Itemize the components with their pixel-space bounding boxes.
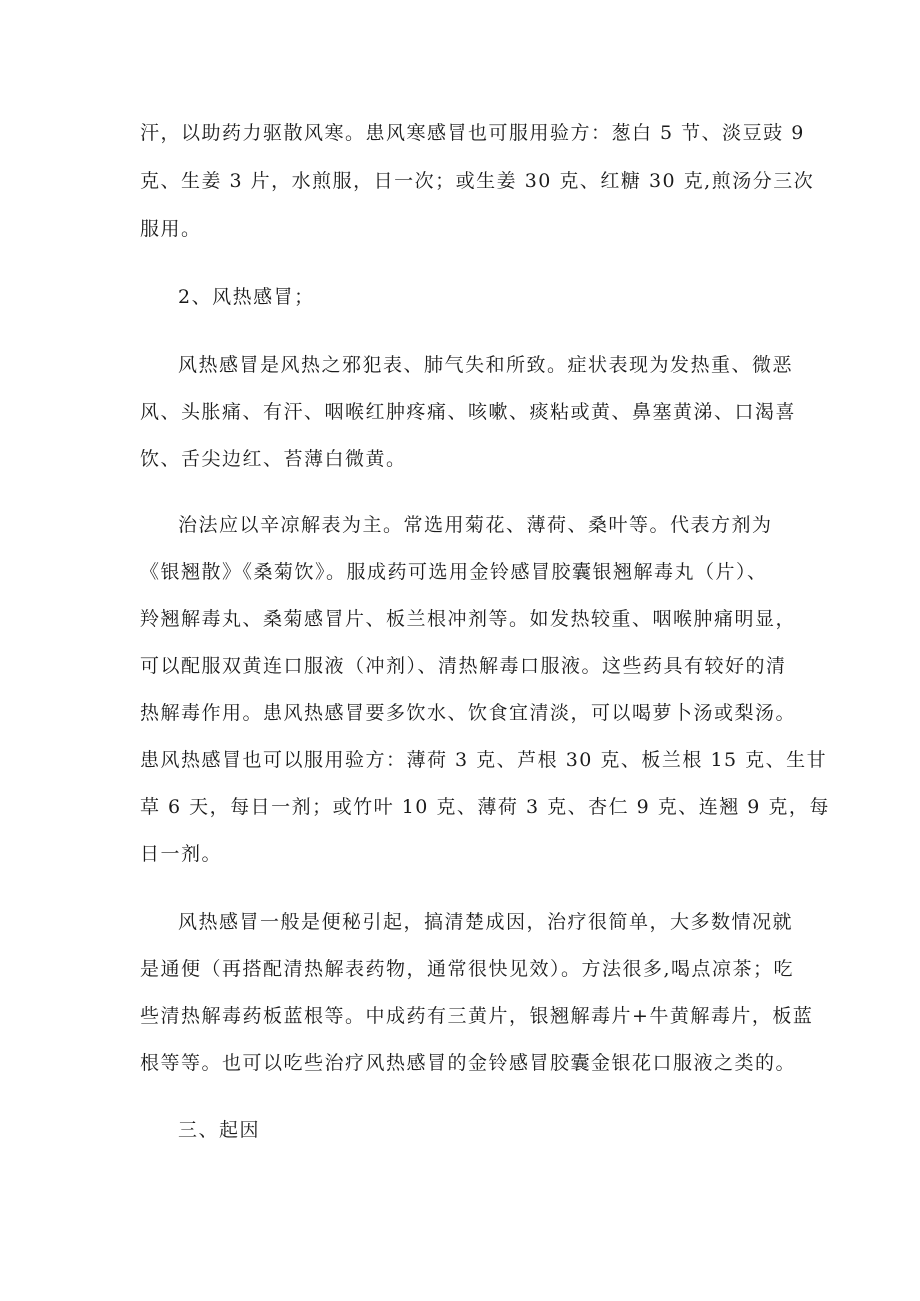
paragraph-line: 饮、舌尖边红、苔薄白微黄。 [140, 448, 407, 470]
paragraph-line: 是通便（再搭配清热解表药物，通常很快见效）。方法很多,喝点凉茶；吃 [140, 958, 795, 980]
paragraph-line: 根等等。也可以吃些治疗风热感冒的金铃感冒胶囊金银花口服液之类的。 [140, 1052, 797, 1074]
section-heading: 三、起因 [178, 1119, 261, 1141]
section-heading: 2、风热感冒； [178, 286, 315, 308]
paragraph-line: 草 6 天，每日一剂；或竹叶 10 克、薄荷 3 克、杏仁 9 克、连翘 9 克，每 [140, 796, 830, 818]
paragraph-line: 治法应以辛凉解表为主。常选用菊花、薄荷、桑叶等。代表方剂为 [178, 514, 773, 536]
paragraph-line: 汗，以助药力驱散风寒。患风寒感冒也可服用验方：葱白 5 节、淡豆豉 9 [140, 122, 805, 144]
paragraph-line: 《银翘散》《桑菊饮》。服成药可选用金铃感冒胶囊银翘解毒丸（片）、 [140, 561, 768, 583]
paragraph-line: 羚翘解毒丸、桑菊感冒片、板兰根冲剂等。如发热较重、咽喉肿痛明显， [140, 608, 797, 630]
paragraph-line: 可以配服双黄连口服液（冲剂）、清热解毒口服液。这些药具有较好的清 [140, 655, 787, 677]
paragraph-line: 些清热解毒药板蓝根等。中成药有三黄片，银翘解毒片+牛黄解毒片，板蓝 [140, 1005, 814, 1027]
paragraph-line: 服用。 [140, 218, 202, 240]
paragraph-line: 克、生姜 3 片，水煎服，日一次；或生姜 30 克、红糖 30 克,煎汤分三次 [140, 170, 815, 192]
paragraph-line: 风热感冒是风热之邪犯表、肺气失和所致。症状表现为发热重、微恶 [178, 354, 794, 376]
paragraph-line: 风、头胀痛、有汗、咽喉红肿疼痛、咳嗽、痰粘或黄、鼻塞黄涕、口渴喜 [140, 401, 797, 423]
paragraph-line: 患风热感冒也可以服用验方：薄荷 3 克、芦根 30 克、板兰根 15 克、生甘 [140, 749, 828, 771]
paragraph-line: 日一剂。 [140, 843, 223, 865]
paragraph-line: 热解毒作用。患风热感冒要多饮水、饮食宜清淡，可以喝萝卜汤或梨汤。 [140, 702, 797, 724]
paragraph-line: 风热感冒一般是便秘引起，搞清楚成因，治疗很简单，大多数情况就 [178, 911, 794, 933]
